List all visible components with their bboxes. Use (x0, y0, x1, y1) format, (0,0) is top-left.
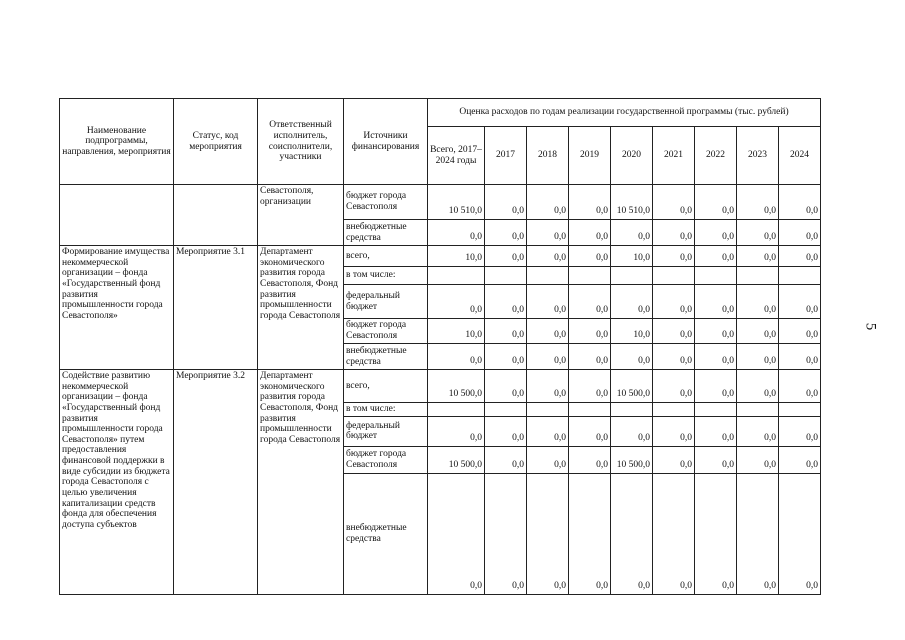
year-value-cell (779, 267, 821, 285)
year-value-cell: 0,0 (695, 285, 737, 319)
year-value-cell: 0,0 (779, 185, 821, 220)
year-value-cell: 0,0 (695, 416, 737, 446)
year-value-cell: 0,0 (569, 246, 611, 267)
year-value-cell: 0,0 (611, 220, 653, 246)
year-value-cell: 0,0 (695, 370, 737, 403)
funding-source: в том числе: (344, 403, 428, 417)
header-name: Наименование подпрограммы, направления, мероприятия (60, 99, 174, 185)
year-value-cell: 0,0 (569, 220, 611, 246)
year-value-cell (653, 403, 695, 417)
year-value-cell: 0,0 (527, 473, 569, 594)
year-value-cell: 0,0 (653, 220, 695, 246)
year-value-cell: 0,0 (569, 185, 611, 220)
funding-source: внебюджетные средства (344, 473, 428, 594)
year-value-cell: 0,0 (653, 473, 695, 594)
year-value-cell: 0,0 (485, 344, 527, 370)
total-cell: 10 500,0 (428, 446, 485, 473)
year-value-cell: 0,0 (611, 416, 653, 446)
funding-source: внебюджетные средства (344, 344, 428, 370)
total-cell (428, 403, 485, 417)
year-value-cell: 0,0 (653, 246, 695, 267)
year-value-cell: 0,0 (737, 246, 779, 267)
year-value-cell: 0,0 (527, 370, 569, 403)
year-value-cell (695, 403, 737, 417)
funding-source: федеральный бюджет (344, 416, 428, 446)
year-value-cell: 0,0 (527, 220, 569, 246)
year-value-cell: 0,0 (527, 416, 569, 446)
total-cell: 0,0 (428, 416, 485, 446)
header-year: 2020 (611, 127, 653, 185)
year-value-cell: 0,0 (485, 285, 527, 319)
header-responsible: Ответственный исполнитель, соисполнители, участники (258, 99, 344, 185)
page-number: 5 (862, 322, 879, 331)
activity-status (174, 185, 258, 246)
year-value-cell: 0,0 (737, 473, 779, 594)
year-value-cell (485, 267, 527, 285)
year-value-cell: 0,0 (737, 416, 779, 446)
activity-name (60, 185, 174, 246)
year-value-cell: 0,0 (611, 344, 653, 370)
year-value-cell: 0,0 (527, 319, 569, 344)
year-value-cell: 0,0 (737, 319, 779, 344)
activity-status: Мероприятие 3.2 (174, 370, 258, 595)
year-value-cell: 0,0 (695, 185, 737, 220)
year-value-cell: 0,0 (737, 370, 779, 403)
funding-source: внебюджетные средства (344, 220, 428, 246)
total-cell: 10,0 (428, 319, 485, 344)
year-value-cell: 0,0 (779, 285, 821, 319)
year-value-cell: 0,0 (485, 473, 527, 594)
funding-source: бюджет города Севастополя (344, 319, 428, 344)
year-value-cell: 0,0 (737, 446, 779, 473)
year-value-cell: 10 510,0 (611, 185, 653, 220)
year-value-cell: 0,0 (737, 344, 779, 370)
year-value-cell: 0,0 (485, 246, 527, 267)
total-cell: 0,0 (428, 285, 485, 319)
header-sources: Источники финансирования (344, 99, 428, 185)
year-value-cell: 0,0 (779, 416, 821, 446)
year-value-cell: 0,0 (569, 319, 611, 344)
header-year: 2023 (737, 127, 779, 185)
year-value-cell: 0,0 (779, 473, 821, 594)
year-value-cell: 10 500,0 (611, 446, 653, 473)
year-value-cell: 0,0 (779, 220, 821, 246)
year-value-cell: 0,0 (779, 246, 821, 267)
activity-responsible: Департамент экономического развития города Севастополя, Фонд развития промышленности города Севастополя (258, 370, 344, 595)
year-value-cell: 0,0 (695, 319, 737, 344)
funding-source: бюджет города Севастополя (344, 185, 428, 220)
year-value-cell: 0,0 (485, 416, 527, 446)
total-cell: 10 500,0 (428, 370, 485, 403)
funding-source: бюджет города Севастополя (344, 446, 428, 473)
year-value-cell: 0,0 (527, 246, 569, 267)
table-row (60, 185, 821, 220)
year-value-cell (611, 267, 653, 285)
total-cell: 10 510,0 (428, 185, 485, 220)
header-total: Всего, 2017–2024 годы (428, 127, 485, 185)
table-row (60, 246, 821, 267)
total-cell (428, 267, 485, 285)
year-value-cell: 0,0 (653, 416, 695, 446)
year-value-cell (653, 267, 695, 285)
year-value-cell: 0,0 (695, 446, 737, 473)
funding-source: всего, (344, 370, 428, 403)
year-value-cell: 10 500,0 (611, 370, 653, 403)
year-value-cell: 0,0 (569, 344, 611, 370)
total-cell: 0,0 (428, 473, 485, 594)
activity-responsible: Севастополя, организации (258, 185, 344, 246)
year-value-cell: 0,0 (779, 319, 821, 344)
year-value-cell (737, 403, 779, 417)
year-value-cell: 0,0 (779, 370, 821, 403)
activity-name: Формирование имущества некоммерческой организации – фонда «Государственный фонд развития промышленности города Севастополя» (60, 246, 174, 370)
activity-name: Содействие развитию некоммерческой организации – фонда «Государственный фонд развития промышленности города Севастополя» путем предоставления финансовой поддержки в виде субсидии из бюджета города Севастополя с целью увеличения капитализации средств фонда для обеспечения доступа субъектов (60, 370, 174, 595)
year-value-cell: 0,0 (611, 473, 653, 594)
year-value-cell: 0,0 (485, 446, 527, 473)
table-header (60, 99, 821, 185)
year-value-cell (485, 403, 527, 417)
header-year: 2021 (653, 127, 695, 185)
year-value-cell (527, 403, 569, 417)
year-value-cell: 0,0 (569, 473, 611, 594)
header-estimate: Оценка расходов по годам реализации государственной программы (тыс. рублей) (428, 99, 821, 127)
year-value-cell: 0,0 (737, 220, 779, 246)
year-value-cell: 0,0 (653, 446, 695, 473)
year-value-cell: 0,0 (653, 185, 695, 220)
year-value-cell (569, 403, 611, 417)
year-value-cell: 10,0 (611, 319, 653, 344)
table-body (60, 185, 821, 595)
year-value-cell: 0,0 (485, 220, 527, 246)
year-value-cell: 0,0 (527, 185, 569, 220)
year-value-cell: 0,0 (695, 220, 737, 246)
year-value-cell: 0,0 (779, 344, 821, 370)
total-cell: 0,0 (428, 344, 485, 370)
year-value-cell: 0,0 (527, 285, 569, 319)
year-value-cell: 0,0 (569, 285, 611, 319)
header-status: Статус, код мероприятия (174, 99, 258, 185)
year-value-cell: 0,0 (527, 446, 569, 473)
budget-table (59, 98, 821, 595)
year-value-cell: 0,0 (569, 416, 611, 446)
year-value-cell (737, 267, 779, 285)
year-value-cell: 0,0 (737, 185, 779, 220)
year-value-cell (569, 267, 611, 285)
header-year: 2022 (695, 127, 737, 185)
year-value-cell: 0,0 (569, 370, 611, 403)
total-cell: 0,0 (428, 220, 485, 246)
year-value-cell: 0,0 (485, 185, 527, 220)
year-value-cell (527, 267, 569, 285)
table-row (60, 370, 821, 403)
activity-status: Мероприятие 3.1 (174, 246, 258, 370)
header-year: 2018 (527, 127, 569, 185)
funding-source: в том числе: (344, 267, 428, 285)
year-value-cell: 0,0 (695, 344, 737, 370)
year-value-cell: 0,0 (653, 370, 695, 403)
year-value-cell: 0,0 (695, 246, 737, 267)
year-value-cell: 0,0 (779, 446, 821, 473)
funding-source: всего, (344, 246, 428, 267)
header-year: 2024 (779, 127, 821, 185)
year-value-cell: 0,0 (737, 285, 779, 319)
activity-responsible: Департамент экономического развития города Севастополя, Фонд развития промышленности города Севастополя (258, 246, 344, 370)
year-value-cell: 0,0 (611, 285, 653, 319)
year-value-cell (611, 403, 653, 417)
header-year: 2019 (569, 127, 611, 185)
year-value-cell: 0,0 (653, 285, 695, 319)
year-value-cell: 0,0 (485, 319, 527, 344)
year-value-cell: 0,0 (485, 370, 527, 403)
year-value-cell: 10,0 (611, 246, 653, 267)
year-value-cell: 0,0 (695, 473, 737, 594)
year-value-cell: 0,0 (569, 446, 611, 473)
year-value-cell: 0,0 (653, 344, 695, 370)
total-cell: 10,0 (428, 246, 485, 267)
header-year: 2017 (485, 127, 527, 185)
year-value-cell (779, 403, 821, 417)
year-value-cell: 0,0 (527, 344, 569, 370)
funding-source: федеральный бюджет (344, 285, 428, 319)
year-value-cell: 0,0 (653, 319, 695, 344)
year-value-cell (695, 267, 737, 285)
